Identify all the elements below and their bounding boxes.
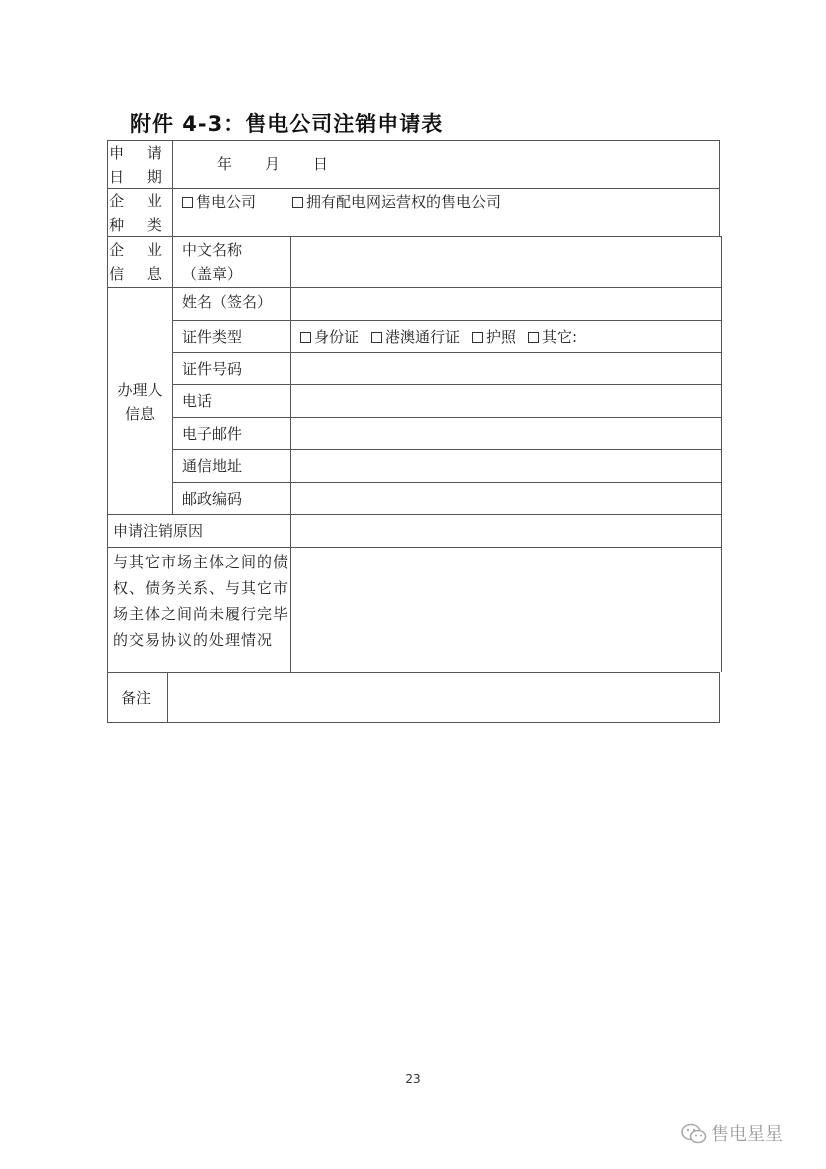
debt-handling-field[interactable]	[295, 551, 715, 667]
cancel-reason-label: 申请注销原因	[113, 522, 204, 540]
address-label: 通信地址	[182, 457, 243, 475]
row-divider	[107, 514, 722, 515]
table-border-top	[107, 140, 720, 141]
company-type-option[interactable]: 拥有配电网运营权的售电公司	[292, 190, 501, 214]
watermark	[681, 1120, 783, 1146]
cancellation-form-table	[107, 140, 720, 723]
phone-field[interactable]	[295, 388, 715, 414]
postcode-label: 邮政编码	[182, 490, 243, 508]
row-divider	[107, 188, 720, 189]
row-divider	[172, 320, 722, 321]
column-divider	[290, 236, 291, 672]
table-border-right	[721, 236, 722, 672]
agent-name-field[interactable]	[295, 290, 715, 316]
company-type-label: 企 业 种 类	[109, 192, 171, 234]
id-number-field[interactable]	[295, 356, 715, 382]
checkbox[interactable]	[300, 332, 311, 343]
cancel-reason-field[interactable]	[295, 518, 715, 544]
checkbox[interactable]	[472, 332, 483, 343]
postcode-field[interactable]	[295, 486, 715, 512]
wechat-icon	[681, 1123, 707, 1145]
company-info-label: 企 业 信 息	[109, 241, 171, 283]
address-field[interactable]	[295, 453, 715, 479]
page-number: 23	[405, 1072, 421, 1086]
id-type-option[interactable]: 港澳通行证	[371, 325, 460, 349]
watermark-text: 售电星星	[711, 1124, 783, 1145]
row-divider	[172, 384, 722, 385]
table-border-left	[107, 140, 108, 723]
agent-info-label: 办理人 信息	[117, 381, 163, 423]
id-type-option[interactable]: 其它:	[528, 325, 577, 349]
row-divider	[107, 236, 722, 237]
remarks-field[interactable]	[173, 676, 715, 718]
company-name-label: 中文名称 （盖章）	[182, 241, 243, 283]
phone-label: 电话	[182, 392, 213, 410]
row-divider	[107, 547, 722, 548]
row-divider	[172, 417, 722, 418]
email-field[interactable]	[295, 421, 715, 447]
apply-date-label: 申 请 日 期	[109, 144, 171, 186]
checkbox[interactable]	[528, 332, 539, 343]
id-type-options	[300, 325, 589, 349]
id-number-label: 证件号码	[182, 360, 243, 378]
company-type-option[interactable]: 售电公司	[182, 190, 256, 214]
row-divider	[172, 449, 722, 450]
company-type-options	[182, 190, 513, 214]
row-divider	[172, 352, 722, 353]
remarks-label: 备注	[121, 689, 152, 707]
column-divider	[167, 672, 168, 723]
row-divider	[172, 482, 722, 483]
agent-name-label: 姓名（签名）	[182, 293, 273, 311]
form-title: 附件 4-3：售电公司注销申请表	[130, 112, 444, 136]
table-border-right	[719, 672, 720, 723]
apply-date-field[interactable]: 年 月 日	[217, 155, 330, 173]
row-divider	[107, 287, 722, 288]
id-type-option[interactable]: 身份证	[300, 325, 359, 349]
row-divider	[107, 672, 720, 673]
id-type-option[interactable]: 护照	[472, 325, 516, 349]
column-divider	[172, 140, 173, 514]
table-border-right	[719, 140, 720, 236]
checkbox[interactable]	[182, 197, 193, 208]
checkbox[interactable]	[371, 332, 382, 343]
id-type-label: 证件类型	[182, 328, 243, 346]
table-border-bottom	[107, 722, 720, 723]
email-label: 电子邮件	[182, 425, 243, 443]
company-name-field[interactable]	[295, 240, 715, 282]
debt-handling-label: 与其它市场主体之间的债权、债务关系、与其它市场主体之间尚未履行完毕的交易协议的处理情况	[113, 553, 290, 649]
checkbox[interactable]	[292, 197, 303, 208]
